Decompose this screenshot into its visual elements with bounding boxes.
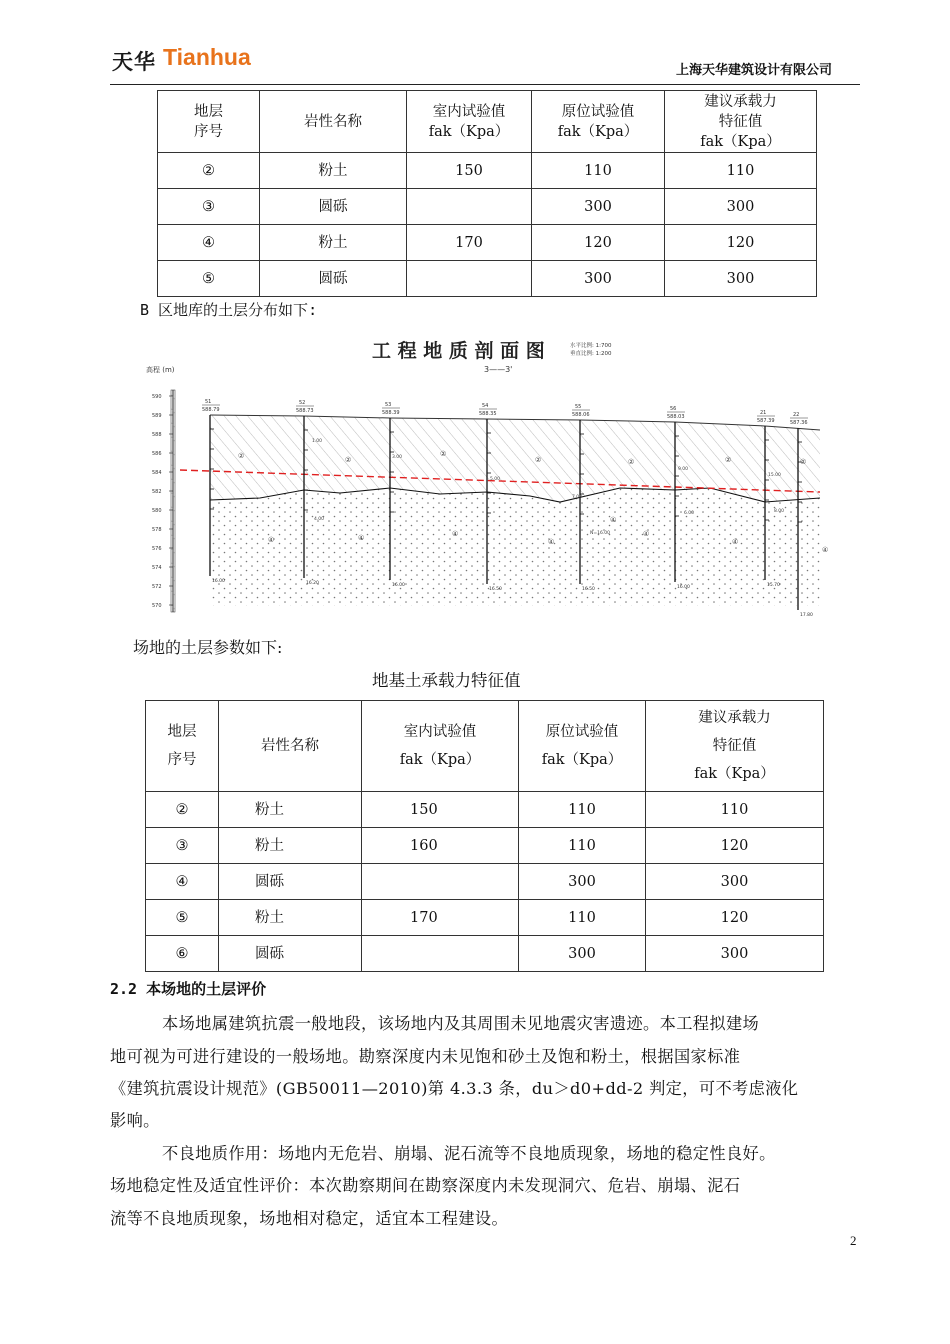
table-cell: 110 [532, 153, 665, 189]
table-cell: ⑤ [146, 900, 219, 936]
drawing-note: N=16.00 [590, 531, 611, 536]
table-cell: 170 [407, 225, 532, 261]
borehole-id: 22 [793, 412, 800, 418]
layer-label: ④ [643, 530, 650, 538]
drawing-note: 8.00 [774, 509, 785, 514]
borehole-depth: 16.20 [306, 581, 319, 586]
borehole-depth: 17.80 [800, 613, 813, 618]
table-header-cell: 地层 序号 [158, 91, 260, 153]
drawing-note: 5.00 [490, 477, 501, 482]
drawing-y-axis-label: 高程 (m) [146, 366, 175, 374]
bearing-table-a [157, 90, 817, 297]
layer-label: ② [345, 456, 352, 464]
table-header-cell: 室内试验值 fak（Kpa） [407, 91, 532, 153]
borehole-elevation: 588.06 [572, 412, 590, 418]
table-row [146, 828, 824, 864]
table-cell: ③ [158, 189, 260, 225]
borehole-id: 51 [205, 399, 212, 405]
company-name: 上海天华建筑设计有限公司 [676, 63, 833, 78]
logo-english: Tianhua [163, 44, 251, 70]
drawing-note: 1.00 [312, 439, 323, 444]
table-header-cell: 岩性名称 [219, 701, 362, 792]
y-tick-label: 570 [152, 603, 162, 609]
table-cell: 300 [532, 261, 665, 297]
layer-label: ② [800, 458, 807, 466]
table-cell: 粉土 [260, 153, 407, 189]
table-header-cell: 建议承载力 特征值 fak（Kpa） [646, 701, 824, 792]
layer-label: ④ [610, 516, 617, 524]
borehole-depth: 16.00 [212, 579, 225, 584]
table-cell: 圆砾 [260, 261, 407, 297]
y-tick-label: 580 [152, 508, 162, 514]
table-header-row [146, 701, 824, 792]
paragraph-line: 本场地属建筑抗震一般地段，该场地内及其周围未见地震灾害遗迹。本工程拟建场 [162, 1014, 760, 1033]
page-number: 2 [850, 1233, 857, 1248]
borehole-depth: 16.50 [582, 587, 595, 592]
table-cell: 120 [646, 828, 824, 864]
table2-caption: 地基土承载力特征值 [372, 671, 521, 690]
table-header-cell: 岩性名称 [260, 91, 407, 153]
table-cell: 170 [362, 900, 519, 936]
table-cell: 300 [519, 936, 646, 972]
table-cell [407, 261, 532, 297]
table-cell: 圆砾 [219, 936, 362, 972]
borehole-id: 52 [299, 400, 306, 406]
table-header-cell: 原位试验值 fak（Kpa） [519, 701, 646, 792]
table-row [146, 792, 824, 828]
table-row [158, 225, 817, 261]
logo-chinese: 天华 [112, 50, 156, 74]
drawing-title: 工 程 地 质 剖 面 图 [372, 340, 545, 362]
table-cell: 120 [646, 900, 824, 936]
table-cell: 120 [665, 225, 817, 261]
drawing-note: 7.00 [572, 495, 583, 500]
drawing-scale-vertical: 垂直比例: 1:200 [570, 351, 612, 357]
table-cell: ③ [146, 828, 219, 864]
table-cell: 160 [362, 828, 519, 864]
table-cell: 300 [646, 936, 824, 972]
table-row [158, 189, 817, 225]
borehole-id: 55 [575, 404, 582, 410]
table-cell: 150 [407, 153, 532, 189]
paragraph-line: 《建筑抗震设计规范》(GB50011—2010)第 4.3.3 条，du＞d0+dd-2 判定，可不考虑液化 [110, 1079, 799, 1098]
table-cell: 110 [646, 792, 824, 828]
borehole-elevation: 587.39 [757, 418, 775, 424]
layer-label: ② [238, 452, 245, 460]
y-tick-label: 590 [152, 394, 162, 400]
layer-label: ② [440, 450, 447, 458]
layer-gravel [210, 488, 820, 606]
table-cell: 粉土 [219, 900, 362, 936]
table-cell [407, 189, 532, 225]
drawing-note: 9.00 [678, 467, 689, 472]
y-tick-label: 574 [152, 565, 162, 571]
table-cell: ② [146, 792, 219, 828]
table-cell: 110 [519, 900, 646, 936]
y-tick-label: 578 [152, 527, 162, 533]
borehole-depth: 16.00 [392, 583, 405, 588]
borehole-depth: 15.70 [767, 583, 780, 588]
elevation-axis [152, 390, 175, 612]
section-heading: 2.2 本场地的土层评价 [110, 980, 267, 998]
drawing-note: 15.00 [768, 473, 781, 478]
table-row [146, 936, 824, 972]
borehole-depth: 16.50 [489, 587, 502, 592]
table-header-cell: 室内试验值 fak（Kpa） [362, 701, 519, 792]
borehole-elevation: 588.79 [202, 407, 220, 413]
layer-label: ④ [548, 538, 555, 546]
layer-label: ④ [822, 546, 829, 554]
drawing-profile-label: 3——3' [484, 365, 513, 374]
y-tick-label: 576 [152, 546, 162, 552]
table-cell: 300 [665, 189, 817, 225]
table-cell: ④ [158, 225, 260, 261]
borehole-id: 56 [670, 406, 677, 412]
table-header-cell: 地层 序号 [146, 701, 219, 792]
bearing-table-site [145, 700, 824, 972]
borehole-elevation: 588.39 [382, 410, 400, 416]
table-row [146, 864, 824, 900]
layer-label: ④ [452, 530, 459, 538]
table-row [158, 153, 817, 189]
drawing-note: 6.00 [684, 511, 695, 516]
layer-label: ② [628, 458, 635, 466]
b-zone-intro: B 区地库的土层分布如下: [140, 301, 318, 319]
table-cell: ⑥ [146, 936, 219, 972]
table-header-cell: 建议承载力 特征值 fak（Kpa） [665, 91, 817, 153]
paragraph-line: 流等不良地质现象，场地相对稳定，适宜本工程建设。 [110, 1209, 509, 1228]
layer-label: ② [725, 456, 732, 464]
paragraph-line: 地可视为可进行建设的一般场地。勘察深度内未见饱和砂土及饱和粉土，根据国家标准 [110, 1047, 741, 1066]
table-cell: 粉土 [219, 792, 362, 828]
table-cell: 110 [665, 153, 817, 189]
table-cell [362, 864, 519, 900]
paragraph-line: 影响。 [110, 1111, 160, 1130]
table-cell: 300 [532, 189, 665, 225]
y-tick-label: 586 [152, 451, 162, 457]
table-header-row [158, 91, 817, 153]
drawing-note: 3.00 [392, 455, 403, 460]
paragraph-line: 不良地质作用：场地内无危岩、崩塌、泥石流等不良地质现象，场地的稳定性良好。 [162, 1144, 776, 1163]
table-cell [362, 936, 519, 972]
borehole-id: 53 [385, 402, 392, 408]
table-row [158, 261, 817, 297]
layer-label: ④ [358, 534, 365, 542]
table-header-cell: 原位试验值 fak（Kpa） [532, 91, 665, 153]
y-tick-label: 572 [152, 584, 162, 590]
layer-label: ④ [732, 538, 739, 546]
table-cell: 粉土 [219, 828, 362, 864]
table-cell: 300 [646, 864, 824, 900]
borehole-elevation: 588.35 [479, 411, 497, 417]
y-tick-label: 589 [152, 413, 162, 419]
paragraph-line: 场地稳定性及适宜性评价：本次勘察期间在勘察深度内未发现洞穴、危岩、崩塌、泥石 [110, 1176, 741, 1195]
drawing-scale-horizontal: 水平比例: 1:700 [570, 343, 612, 349]
y-tick-label: 584 [152, 470, 162, 476]
borehole-id: 54 [482, 403, 489, 409]
y-tick-label: 582 [152, 489, 162, 495]
borehole-id: 21 [760, 410, 767, 416]
table-cell: 300 [519, 864, 646, 900]
layer-label: ④ [268, 536, 275, 544]
table-cell: 110 [519, 792, 646, 828]
borehole-elevation: 588.03 [667, 414, 685, 420]
table-cell: 圆砾 [219, 864, 362, 900]
borehole-depth: 16.00 [677, 585, 690, 590]
table-cell: 120 [532, 225, 665, 261]
borehole-elevation: 588.73 [296, 408, 314, 414]
drawing-note: 4.00 [314, 517, 325, 522]
geological-section-drawing [140, 330, 830, 620]
table-row [146, 900, 824, 936]
header-rule [110, 84, 860, 85]
table-cell: 圆砾 [260, 189, 407, 225]
table-cell: ② [158, 153, 260, 189]
borehole-elevation: 587.36 [790, 420, 808, 426]
table-cell: 110 [519, 828, 646, 864]
y-tick-label: 588 [152, 432, 162, 438]
table-cell: 粉土 [260, 225, 407, 261]
table-cell: 150 [362, 792, 519, 828]
table-cell: ④ [146, 864, 219, 900]
site-params-intro: 场地的土层参数如下: [133, 638, 283, 657]
table-cell: 300 [665, 261, 817, 297]
table-cell: ⑤ [158, 261, 260, 297]
layer-label: ② [535, 456, 542, 464]
